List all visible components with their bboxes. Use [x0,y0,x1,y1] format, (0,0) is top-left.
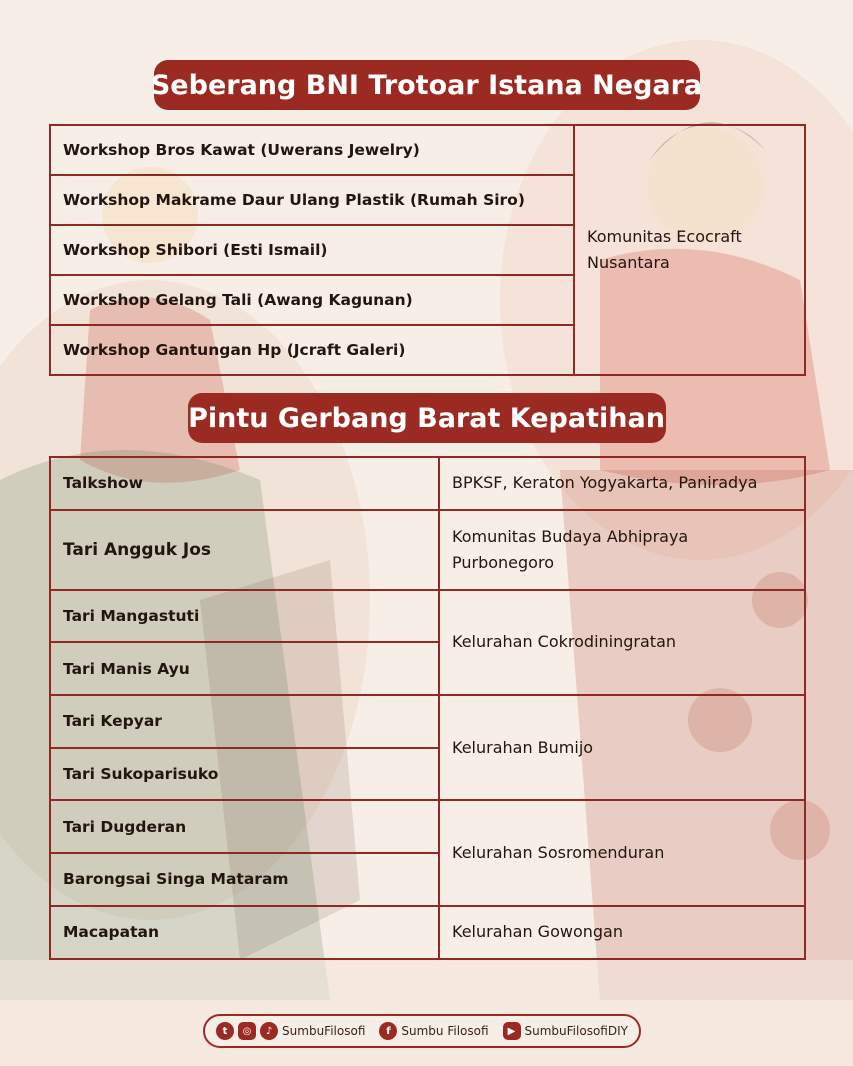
activity-cell: Barongsai Singa Mataram [50,853,439,906]
organizer-cell: Kelurahan Bumijo [439,695,805,800]
organizer-cell: Kelurahan Sosromenduran [439,800,805,905]
section-title-pintu-gerbang: Pintu Gerbang Barat Kepatihan [188,393,666,443]
activity-cell: Tari Mangastuti [50,590,439,643]
tiktok-icon[interactable]: ♪ [260,1022,278,1040]
table-seberang-bni [49,124,806,376]
activity-cell: Tari Angguk Jos [50,510,439,590]
instagram-icon[interactable]: ◎ [238,1022,256,1040]
social-footer [203,1014,641,1048]
activity-cell: Workshop Makrame Daur Ulang Plastik (Rumah Siro) [50,175,574,225]
activity-cell: Workshop Shibori (Esti Ismail) [50,225,574,275]
activity-cell: Tari Manis Ayu [50,642,439,695]
social-handle[interactable]: SumbuFilosofi [282,1024,366,1038]
social-handle[interactable]: Sumbu Filosofi [401,1024,489,1038]
facebook-icon[interactable]: f [379,1022,397,1040]
table-row [50,906,805,959]
table-row [50,800,805,853]
social-handle[interactable]: SumbuFilosofiDIY [524,1024,628,1038]
table-row [50,457,805,510]
organizer-cell: Kelurahan Gowongan [439,906,805,959]
activity-cell: Tari Dugderan [50,800,439,853]
activity-cell: Tari Sukoparisuko [50,748,439,801]
activity-cell: Workshop Gantungan Hp (Jcraft Galeri) [50,325,574,375]
activity-cell: Workshop Gelang Tali (Awang Kagunan) [50,275,574,325]
social-group-1 [216,1022,365,1040]
table-row [50,125,805,175]
social-group-2 [379,1022,488,1040]
organizer-cell: BPKSF, Keraton Yogyakarta, Paniradya [439,457,805,510]
section-title-seberang-bni: Seberang BNI Trotoar Istana Negara [154,60,700,110]
activity-cell: Workshop Bros Kawat (Uwerans Jewelry) [50,125,574,175]
organizer-cell: Kelurahan Cokrodiningratan [439,590,805,695]
table-row [50,510,805,590]
activity-cell: Tari Kepyar [50,695,439,748]
organizer-cell: Komunitas Budaya Abhipraya Purbonegoro [439,510,805,590]
youtube-icon[interactable]: ▶ [503,1022,521,1040]
table-row [50,695,805,748]
social-group-3 [503,1022,628,1040]
table-pintu-gerbang [49,456,806,960]
table-row [50,590,805,643]
twitter-icon[interactable]: t [216,1022,234,1040]
activity-cell: Talkshow [50,457,439,510]
organizer-cell: Komunitas Ecocraft Nusantara [574,125,805,375]
activity-cell: Macapatan [50,906,439,959]
